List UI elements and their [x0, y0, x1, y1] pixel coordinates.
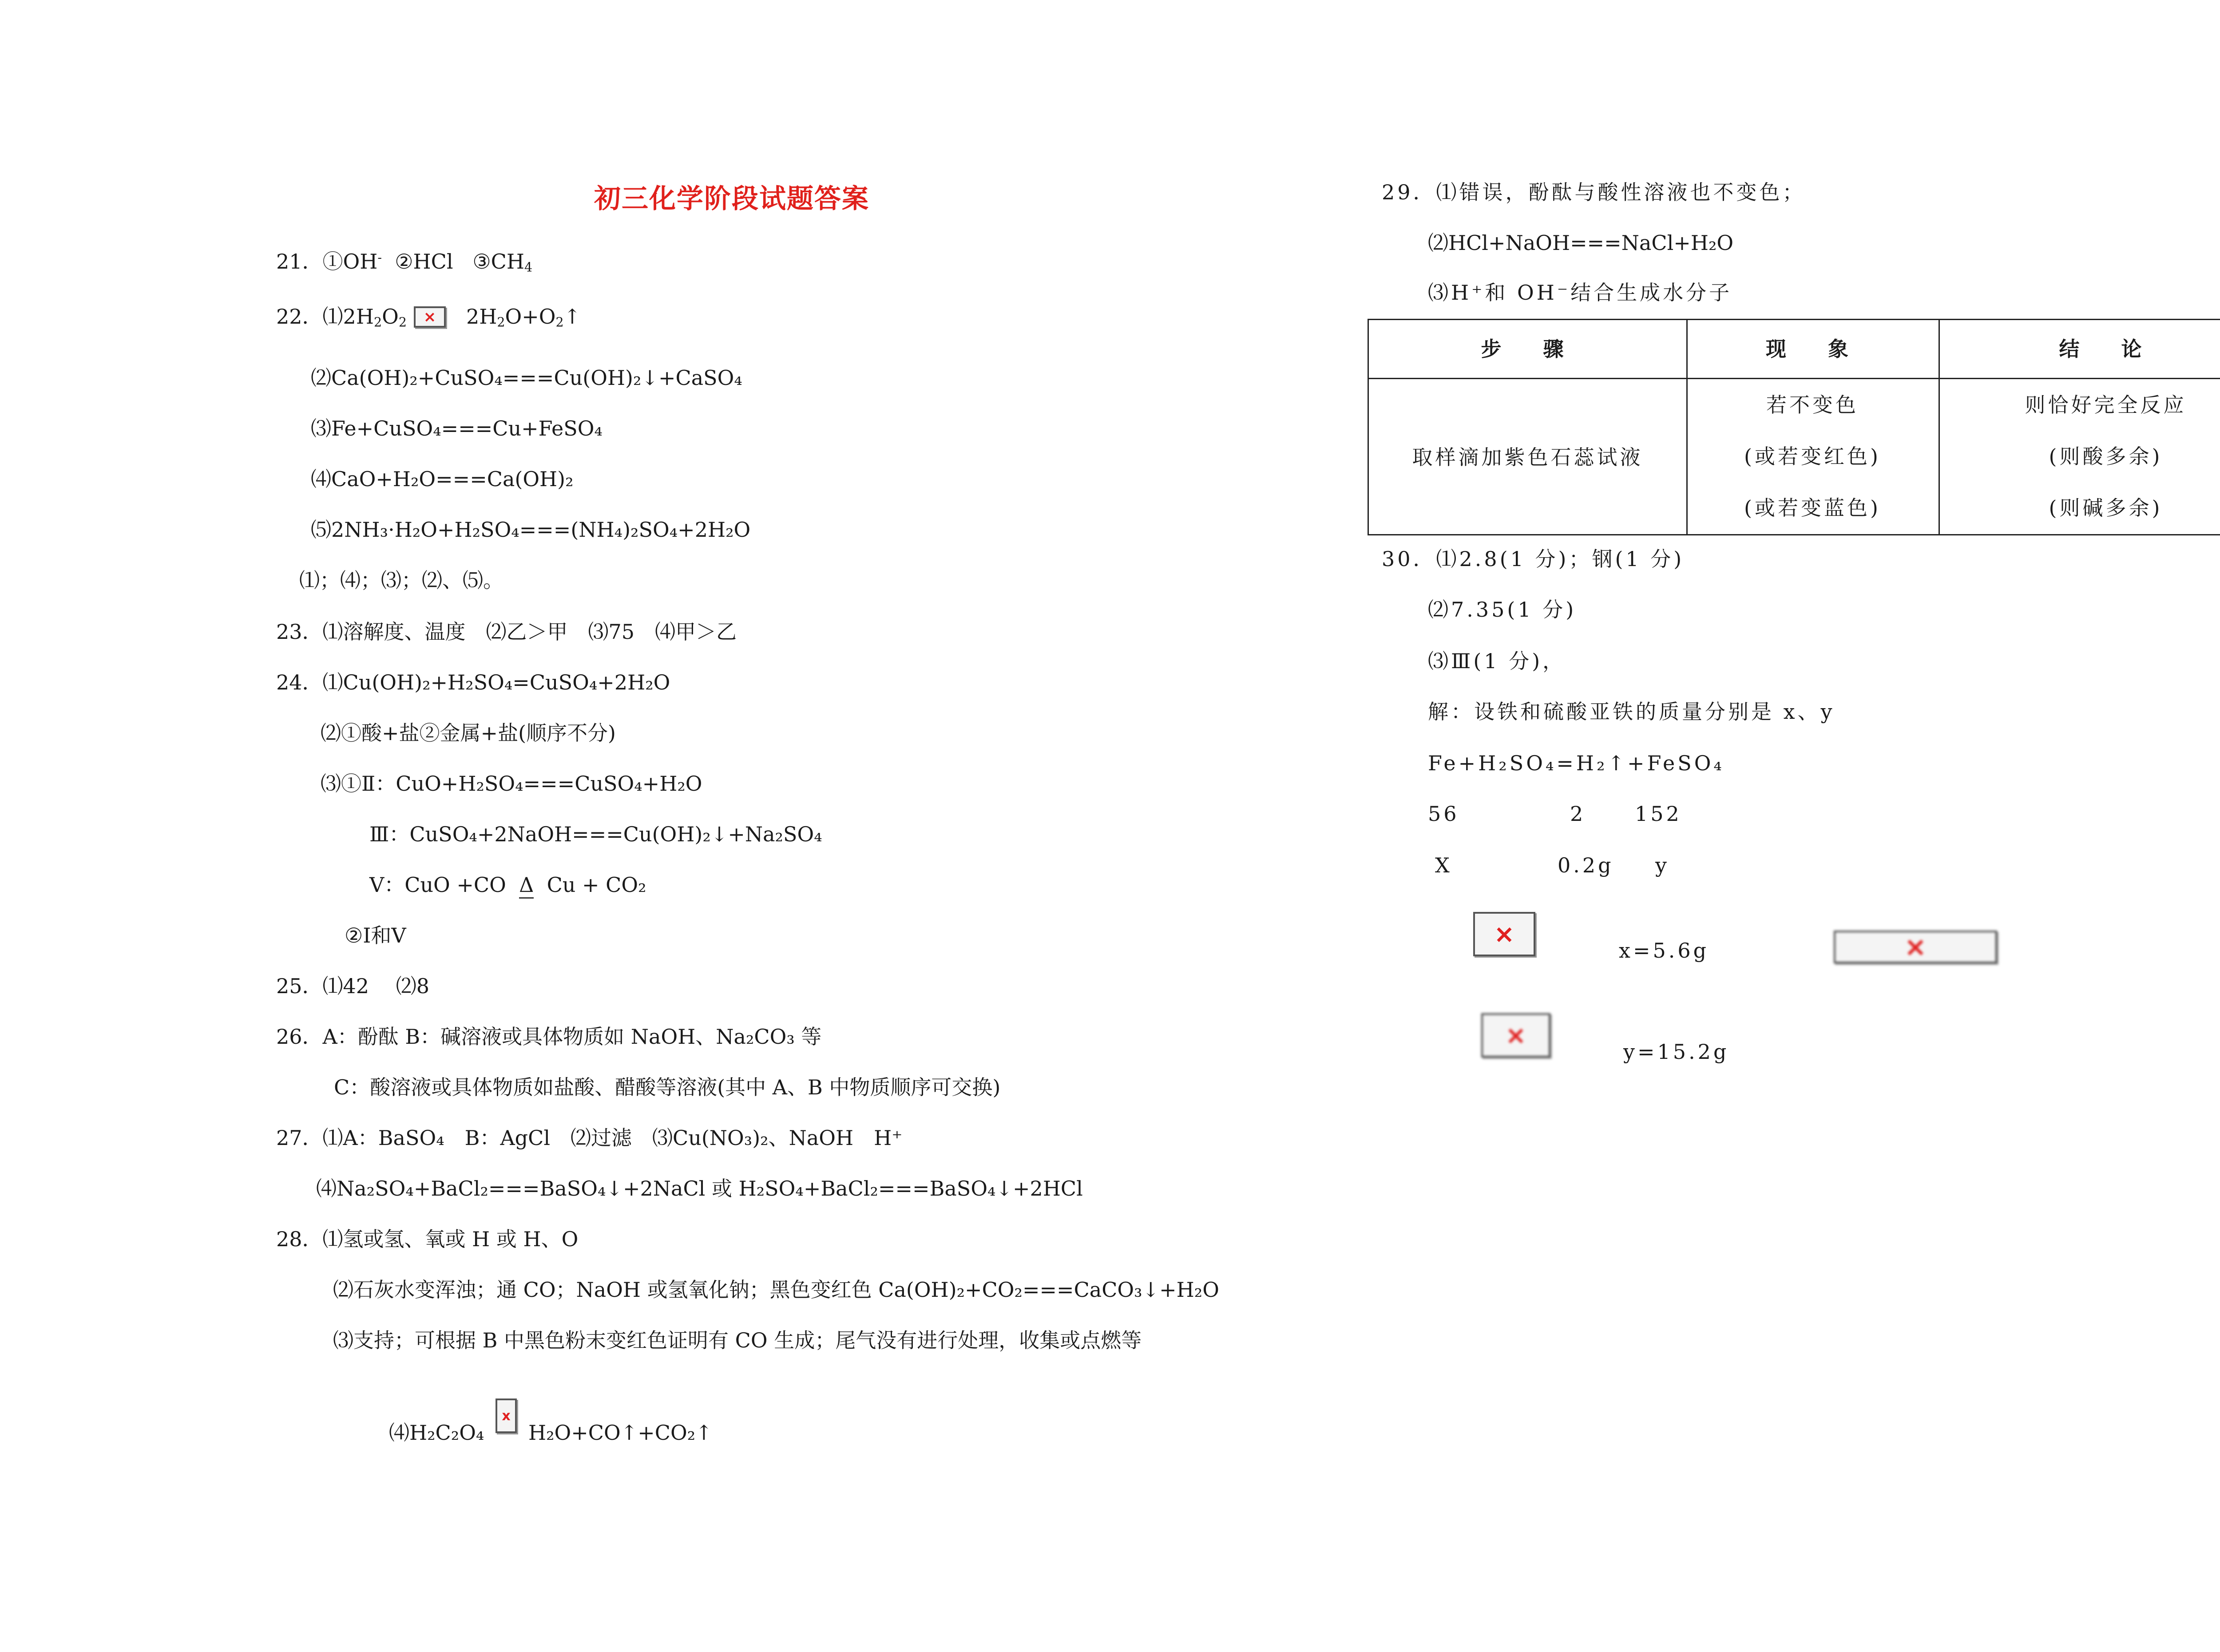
q26-line-2: C：酸溶液或具体物质如盐酸、醋酸等溶液(其中 A、B 中物质顺序可交换)	[334, 1075, 1001, 1099]
q22-line-5: ⑸2NH₃·H₂O+H₂SO₄===(NH₄)₂SO₄+2H₂O	[311, 518, 751, 542]
table-conclusion-2: (则酸多余)	[2049, 444, 2163, 468]
table-header-conclusion: 结 论	[2059, 337, 2153, 361]
q30-line-5: Fe+H₂SO₄=H₂↑+FeSO₄	[1428, 751, 1724, 775]
table-header-step: 步 骤	[1481, 337, 1574, 361]
broken-image-icon: ×	[1481, 1013, 1550, 1058]
q28-line-4-right: H₂O+CO↑+CO₂↑	[528, 1421, 713, 1445]
q28-line-3: ⑶支持；可根据 B 中黑色粉末变红色证明有 CO 生成；尾气没有进行处理，收集或点燃等	[333, 1328, 1142, 1352]
q22-line-6: ⑴；⑷；⑶；⑵、⑸。	[299, 568, 503, 592]
table-phenomenon-3: (或若变蓝色)	[1744, 496, 1881, 520]
q24-line-1: 24．⑴Cu(OH)₂+H₂SO₄=CuSO₄+2H₂O	[276, 670, 670, 694]
q30-line-3: ⑶Ⅲ(1 分)，	[1428, 649, 1566, 673]
q22-line-1: 22．$⑴2H_2O_2$	[276, 305, 407, 330]
q25-answer: 25．⑴42 ⑵8	[276, 974, 429, 998]
unknown-y: y	[1655, 853, 1667, 877]
molar-mass-fe: 56	[1428, 802, 1459, 826]
unknown-x: X	[1435, 853, 1450, 877]
q22-line-3: ⑶Fe+CuSO₄===Cu+FeSO₄	[311, 416, 603, 440]
table-conclusion-3: (则碱多余)	[2049, 496, 2163, 520]
q28-line-1: 28．⑴氢或氢、氧或 H 或 H、O	[276, 1227, 579, 1251]
q24-line-6: ②Ⅰ和Ⅴ	[345, 923, 406, 947]
broken-image-icon: x	[496, 1398, 517, 1433]
molar-mass-feso4: 152	[1635, 802, 1682, 826]
q23-answer: 23．⑴溶解度、温度 ⑵乙＞甲 ⑶75 ⑷甲＞乙	[276, 620, 737, 644]
y-result: y=15.2g	[1623, 1040, 1729, 1064]
page-title: 初三化学阶段试题答案	[594, 183, 869, 214]
q24-line-4: Ⅲ：CuSO₄+2NaOH===Cu(OH)₂↓+Na₂SO₄	[369, 822, 822, 846]
table-phenomenon-2: (或若变红色)	[1744, 444, 1881, 468]
x-result: x=5.6g	[1619, 939, 1709, 963]
q30-line-2: ⑵7.35(1 分)	[1428, 598, 1577, 622]
q30-line-4: 解：设铁和硫酸亚铁的质量分别是 x、y	[1428, 700, 1835, 724]
q24-line-3: ⑶①Ⅱ：CuO+H₂SO₄===CuSO₄+H₂O	[321, 772, 702, 796]
q24-line-2: ⑵①酸+盐②金属+盐(顺序不分)	[321, 721, 616, 745]
q21-answer: 21．①OH- ②HCl $③CH_4$	[276, 250, 533, 275]
table-step-cell: 取样滴加紫色石蕊试液	[1412, 445, 1643, 469]
q27-line-1: 27．⑴A：BaSO₄ B：AgCl ⑵过滤 ⑶Cu(NO₃)₂、NaOH H⁺	[276, 1126, 903, 1150]
broken-image-icon: ×	[414, 306, 446, 328]
q28-line-2: ⑵石灰水变浑浊；通 CO；NaOH 或氢氧化钠；黑色变红色 Ca(OH)₂+CO₂===CaCO₃↓+H₂O	[333, 1278, 1219, 1302]
molar-mass-h2: 2	[1570, 802, 1586, 826]
mass-h2: 0.2g	[1558, 853, 1614, 877]
broken-image-icon: ×	[1834, 931, 1997, 963]
table-header-phenomenon: 现 象	[1766, 337, 1859, 361]
q30-line-1: 30．⑴2.8(1 分)；钢(1 分)	[1382, 547, 1685, 571]
table-conclusion-1: 则恰好完全反应	[2025, 393, 2187, 417]
q29-line-3: ⑶H⁺和 OH⁻结合生成水分子	[1428, 281, 1732, 305]
q28-line-4-left: ⑷H₂C₂O₄	[389, 1421, 484, 1445]
q29-line-2: ⑵HCl+NaOH===NaCl+H₂O	[1428, 231, 1734, 255]
q27-line-2: ⑷Na₂SO₄+BaCl₂===BaSO₄↓+2NaCl 或 H₂SO₄+BaCl₂===BaSO₄↓+2HCl	[316, 1177, 1083, 1200]
q29-line-1: 29．⑴错误，酚酞与酸性溶液也不变色；	[1382, 180, 1806, 204]
q22-line-2: ⑵Ca(OH)₂+CuSO₄===Cu(OH)₂↓+CaSO₄	[311, 366, 742, 390]
table-phenomenon-1: 若不变色	[1766, 393, 1859, 417]
experiment-table	[1368, 319, 2220, 535]
q22-line-1-products: $2H_2O+O_2↑$	[466, 305, 581, 330]
broken-image-icon: ×	[1473, 912, 1535, 956]
q26-line-1: 26．A：酚酞 B：碱溶液或具体物质如 NaOH、Na₂CO₃ 等	[276, 1025, 822, 1049]
q22-line-4: ⑷CaO+H₂O===Ca(OH)₂	[311, 467, 574, 491]
q24-line-5: Ⅴ：CuO +CO Δ Cu + CO₂	[369, 875, 646, 895]
condition-heat: Δ	[519, 875, 534, 895]
